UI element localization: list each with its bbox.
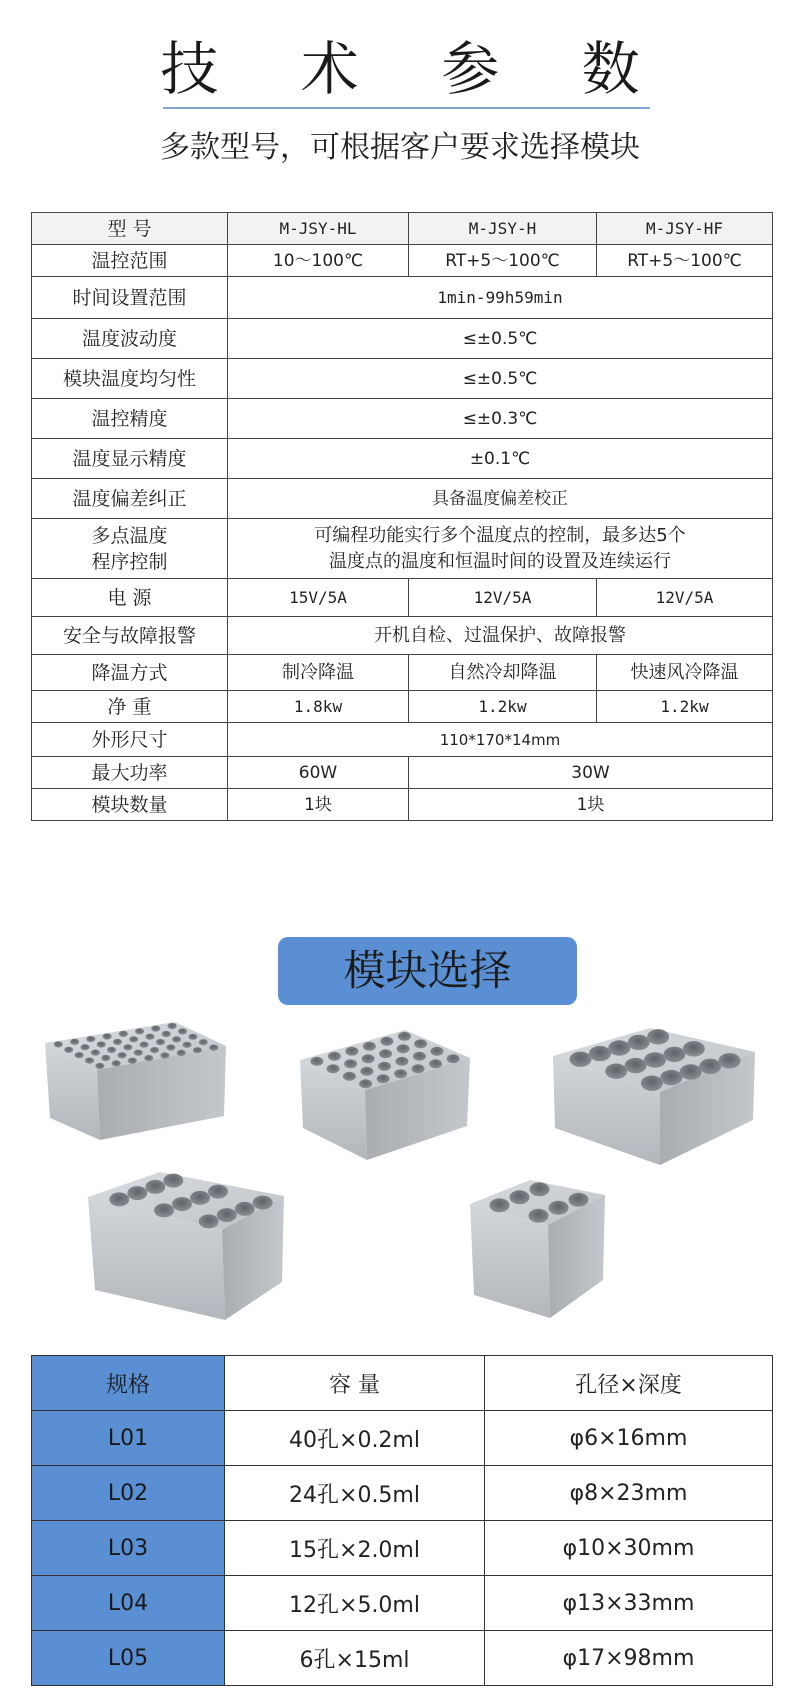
spec-value: 1min-99h59min [228, 277, 773, 319]
block-hole [54, 1041, 63, 1047]
module-code: L04 [32, 1576, 225, 1631]
spec-value: ≤±0.3℃ [228, 399, 773, 439]
block-hole [253, 1196, 273, 1210]
spec-value-line: 可编程功能实行多个温度点的控制，最多达5个 [314, 524, 686, 546]
spec-value: 1.8kw [228, 691, 409, 723]
spec-value: ≤±0.5℃ [228, 359, 773, 399]
spec-value: 110*170*14mm [228, 723, 773, 757]
spec-row-safety [32, 617, 773, 655]
block-hole [647, 1029, 669, 1044]
block-hole [91, 1050, 100, 1056]
spec-value: 1块 [409, 789, 773, 821]
block-hole [589, 1046, 611, 1061]
block-hole [188, 1034, 197, 1040]
block-hole [154, 1203, 174, 1217]
module-table-header [32, 1356, 773, 1411]
block-hole [75, 1052, 84, 1058]
spec-value: 1.2kw [597, 691, 773, 723]
spec-value: 60W [228, 757, 409, 789]
block-hole [97, 1041, 106, 1047]
module-capacity: 6孔×15ml [225, 1631, 485, 1686]
spec-row-multipoint [32, 519, 773, 579]
block-hole [146, 1034, 155, 1040]
spec-value: 30W [409, 757, 773, 789]
block-hole [208, 1185, 228, 1199]
block-hole [362, 1054, 375, 1063]
block-hole [85, 1058, 94, 1064]
block-hole [395, 1057, 408, 1066]
spec-value: RT+5～100℃ [597, 245, 773, 277]
block-hole [135, 1028, 144, 1034]
block-hole [109, 1192, 129, 1206]
spec-row-temp-fluct [32, 319, 773, 359]
block-hole [123, 1044, 132, 1050]
spec-row-display-precision [32, 439, 773, 479]
block-hole [160, 1052, 169, 1058]
block-hole [178, 1028, 187, 1034]
block-hole [217, 1208, 237, 1222]
spec-row-model [32, 213, 773, 245]
block-hole [199, 1039, 208, 1045]
spec-value: RT+5～100℃ [409, 245, 597, 277]
block-hole [344, 1059, 357, 1068]
block-hole [608, 1040, 630, 1055]
block-hole [144, 1055, 153, 1061]
spec-label: 温控精度 [32, 399, 228, 439]
block-hole [377, 1074, 390, 1083]
block-hole [168, 1023, 177, 1029]
spec-table [31, 212, 773, 821]
block-hole [363, 1042, 376, 1051]
block-hole [529, 1209, 549, 1223]
module-hole-size: φ8×23mm [485, 1466, 773, 1521]
spec-value: 1块 [228, 789, 409, 821]
spec-row-time-range [32, 277, 773, 319]
block-hole [156, 1039, 165, 1045]
spec-value: 自然冷却降温 [409, 655, 597, 691]
module-code: L01 [32, 1411, 225, 1466]
spec-model: M-JSY-H [409, 213, 597, 245]
module-code: L05 [32, 1631, 225, 1686]
block-hole [625, 1058, 647, 1073]
spec-label: 温度偏差纠正 [32, 479, 228, 519]
block-hole [447, 1054, 460, 1063]
block-hole [70, 1039, 79, 1045]
block-hole [380, 1037, 393, 1046]
spec-row-temp-range [32, 245, 773, 277]
block-hole [177, 1050, 186, 1056]
spec-value: 12V/5A [409, 579, 597, 617]
spec-value: 快速风冷降温 [597, 655, 773, 691]
spec-value: 1.2kw [409, 691, 597, 723]
block-hole [95, 1063, 104, 1069]
block-hole [510, 1190, 530, 1204]
spec-label: 外形尺寸 [32, 723, 228, 757]
module-table-row [32, 1466, 773, 1521]
block-hole [397, 1044, 410, 1053]
spec-label: 净 重 [32, 691, 228, 723]
spec-value: 10～100℃ [228, 245, 409, 277]
block-hole [663, 1047, 685, 1062]
block-hole [209, 1045, 218, 1051]
block-hole [127, 1186, 147, 1200]
spec-label: 温控范围 [32, 245, 228, 277]
spec-row-block-count [32, 789, 773, 821]
module-table-row [32, 1631, 773, 1686]
block-hole [107, 1047, 116, 1053]
spec-label: 温度显示精度 [32, 439, 228, 479]
block-hole [430, 1047, 443, 1056]
spec-row-deviation [32, 479, 773, 519]
module-block-l01 [45, 1022, 226, 1140]
block-hole [199, 1214, 219, 1228]
module-table-row [32, 1576, 773, 1631]
block-hole [345, 1047, 358, 1056]
module-block-l05 [470, 1180, 605, 1318]
block-hole [359, 1079, 372, 1088]
block-hole [190, 1191, 210, 1205]
module-block-l02 [300, 1030, 470, 1160]
spec-row-net-weight [32, 691, 773, 723]
spec-row-power-supply [32, 579, 773, 617]
spec-label: 降温方式 [32, 655, 228, 691]
spec-value: 具备温度偏差校正 [228, 479, 773, 519]
module-hole-size: φ6×16mm [485, 1411, 773, 1466]
block-hole [683, 1041, 705, 1056]
module-hole-size: φ17×98mm [485, 1631, 773, 1686]
block-hole [490, 1198, 510, 1212]
module-header-cell: 规格 [32, 1356, 225, 1411]
block-hole [327, 1064, 340, 1073]
spec-value [228, 519, 773, 579]
block-hole [530, 1182, 550, 1196]
block-hole [360, 1067, 373, 1076]
spec-label: 时间设置范围 [32, 277, 228, 319]
block-hole [378, 1062, 391, 1071]
block-hole [429, 1059, 442, 1068]
module-header-cell: 孔径×深度 [485, 1356, 773, 1411]
spec-label-line: 多点温度 [91, 524, 168, 547]
spec-value-line: 温度点的温度和恒温时间的设置及连续运行 [329, 550, 671, 572]
block-hole [412, 1064, 425, 1073]
block-hole [343, 1072, 356, 1081]
block-hole [193, 1047, 202, 1053]
module-blocks-illustration [0, 1020, 800, 1350]
block-hole [235, 1202, 255, 1216]
block-hole [172, 1036, 181, 1042]
module-capacity: 40孔×0.2ml [225, 1411, 485, 1466]
block-hole [113, 1039, 122, 1045]
block-hole [172, 1197, 192, 1211]
module-table-row [32, 1411, 773, 1466]
spec-value: 15V/5A [228, 579, 409, 617]
block-hole [151, 1026, 160, 1032]
block-hole [86, 1036, 95, 1042]
module-section-title: 模块选择 [278, 937, 577, 1005]
block-hole [398, 1032, 411, 1041]
block-hole [166, 1044, 175, 1050]
block-hole [414, 1039, 427, 1048]
block-hole [150, 1047, 159, 1053]
module-block-l04 [88, 1172, 284, 1320]
module-capacity: 15孔×2.0ml [225, 1521, 485, 1576]
spec-label: 温度波动度 [32, 319, 228, 359]
block-hole [119, 1031, 128, 1037]
block-hole [118, 1052, 127, 1058]
block-hole [641, 1076, 663, 1091]
block-hole [163, 1174, 183, 1188]
page-title: 技 术 参 数 [160, 35, 672, 103]
spec-value: 12V/5A [597, 579, 773, 617]
block-hole [328, 1052, 341, 1061]
block-hole [680, 1064, 702, 1079]
spec-label: 最大功率 [32, 757, 228, 789]
spec-label: 模块温度均匀性 [32, 359, 228, 399]
spec-model: M-JSY-HF [597, 213, 773, 245]
block-hole [569, 1193, 589, 1207]
spec-model: M-JSY-HL [228, 213, 409, 245]
block-hole [379, 1049, 392, 1058]
module-table-row [32, 1521, 773, 1576]
block-hole [101, 1055, 110, 1061]
block-hole [134, 1050, 143, 1056]
block-hole [644, 1052, 666, 1067]
spec-value: ±0.1℃ [228, 439, 773, 479]
block-hole [81, 1044, 90, 1050]
module-capacity: 24孔×0.5ml [225, 1466, 485, 1521]
block-hole [628, 1035, 650, 1050]
spec-row-ctrl-precision [32, 399, 773, 439]
block-hole [140, 1042, 149, 1048]
spec-label-line: 程序控制 [91, 550, 168, 573]
module-code: L02 [32, 1466, 225, 1521]
module-capacity: 12孔×5.0ml [225, 1576, 485, 1631]
spec-label: 电 源 [32, 579, 228, 617]
block-hole [549, 1201, 569, 1215]
module-hole-size: φ13×33mm [485, 1576, 773, 1631]
block-hole [128, 1058, 137, 1064]
block-hole [64, 1047, 73, 1053]
title-divider [163, 107, 650, 109]
block-hole [162, 1031, 171, 1037]
block-hole [112, 1060, 121, 1066]
spec-value: ≤±0.5℃ [228, 319, 773, 359]
spec-label: 模块数量 [32, 789, 228, 821]
module-table [31, 1355, 773, 1686]
block-hole [699, 1059, 721, 1074]
block-hole [129, 1036, 138, 1042]
block-hole [719, 1053, 741, 1068]
spec-label: 安全与故障报警 [32, 617, 228, 655]
spec-row-max-power [32, 757, 773, 789]
block-hole [660, 1070, 682, 1085]
block-hole [183, 1042, 192, 1048]
block-hole [394, 1069, 407, 1078]
block-hole [310, 1057, 323, 1066]
block-hole [413, 1052, 426, 1061]
block-hole [605, 1064, 627, 1079]
spec-label [32, 519, 228, 579]
page-subtitle: 多款型号，可根据客户要求选择模块 [160, 130, 640, 165]
block-hole [145, 1180, 165, 1194]
spec-row-block-uniform [32, 359, 773, 399]
block-hole [570, 1052, 592, 1067]
module-block-l03 [553, 1028, 755, 1165]
module-code: L03 [32, 1521, 225, 1576]
block-hole [103, 1033, 112, 1039]
spec-value: 开机自检、过温保护、故障报警 [228, 617, 773, 655]
spec-row-cooling [32, 655, 773, 691]
spec-value: 制冷降温 [228, 655, 409, 691]
module-header-cell: 容 量 [225, 1356, 485, 1411]
module-hole-size: φ10×30mm [485, 1521, 773, 1576]
spec-label: 型 号 [32, 213, 228, 245]
spec-row-dimensions [32, 723, 773, 757]
